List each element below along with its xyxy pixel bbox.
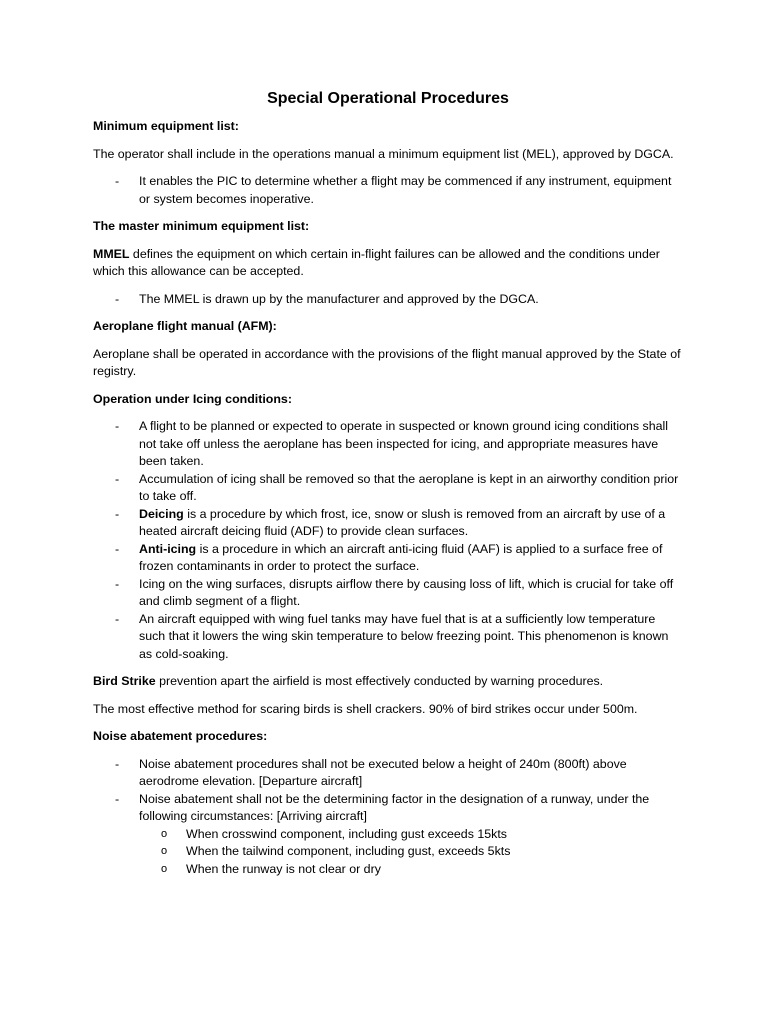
list-item: - An aircraft equipped with wing fuel tanks may have fuel that is at a sufficiently low temperature such that it lowers the wing skin temperature to below freezing point. This phenomenon is known as cold-soaking. — [115, 611, 669, 661]
list-item: - The MMEL is drawn up by the manufacturer and approved by the DGCA. — [93, 291, 683, 309]
list-item: - Noise abatement procedures shall not be executed below a height of 240m (800ft) above aerodrome elevation. [Departure aircraft] — [115, 756, 627, 788]
icing-bullet-list — [93, 418, 683, 663]
circle-marker: o — [161, 827, 168, 840]
section-heading-afm: Aeroplane flight manual (AFM): — [93, 319, 277, 333]
noise-sub-list — [139, 826, 683, 879]
mmel-bullet-list — [93, 291, 683, 309]
noise-bullet-list — [93, 756, 683, 879]
dash-marker: - — [115, 419, 120, 433]
sub-list-item: o When the tailwind component, including gust, exceeds 5kts — [139, 843, 683, 861]
list-item: - Icing on the wing surfaces, disrupts airflow there by causing loss of lift, which is crucial for take off and climb segment of a flight. — [115, 576, 674, 608]
circle-marker: o — [161, 862, 168, 875]
dash-marker: - — [115, 471, 120, 486]
sub-list-item: o When crosswind component, including gust exceeds 15kts — [139, 826, 683, 844]
dash-marker: - — [115, 791, 120, 806]
circle-marker: o — [161, 845, 168, 857]
bird-strike-paragraph: Bird Strike prevention apart the airfield is most effectively conducted by warning procedures. — [93, 674, 604, 688]
section-heading-mmel: The master minimum equipment list: — [93, 219, 310, 233]
dash-marker: - — [115, 576, 120, 591]
list-item: - Accumulation of icing shall be removed so that the aeroplane is kept in an airworthy condition prior to take off. — [115, 471, 679, 503]
dash-marker: - — [115, 611, 120, 626]
list-item: - Deicing is a procedure by which frost, ice, snow or slush is removed from an aircraft by use of a heated aircraft deicing fluid (ADF) to provide clean surfaces. — [115, 506, 666, 538]
sub-list-item: o When the runway is not clear or dry — [139, 861, 683, 879]
mmel-paragraph: MMEL defines the equipment on which certain in-flight failures can be allowed and the conditions under which this allowance can be accepted. — [93, 246, 660, 278]
page-title: Special Operational Procedures — [267, 90, 509, 107]
mel-paragraph: The operator shall include in the operations manual a minimum equipment list (MEL), approved by DGCA. — [93, 146, 674, 161]
dash-marker: - — [115, 174, 120, 188]
document-page — [93, 88, 683, 888]
list-item: - It enables the PIC to determine whether a flight may be commenced if any instrument, equipment or system becomes inoperative. — [115, 174, 672, 206]
dash-marker: - — [115, 506, 120, 521]
section-heading-noise: Noise abatement procedures: — [93, 729, 268, 743]
list-item: - Noise abatement shall not be the determining factor in the designation of a runway, under the following circumstances: [Arriving aircraft] o When crosswind component, including gust exceeds 15kts o When the tailwind component, including gust, exceeds 5kts o When the runway is not clear or dry — [93, 791, 683, 879]
section-heading-icing: Operation under Icing conditions: — [93, 391, 292, 406]
dash-marker: - — [115, 756, 120, 771]
dash-marker: - — [115, 291, 120, 306]
section-heading-mel: Minimum equipment list: — [93, 119, 239, 133]
afm-paragraph: Aeroplane shall be operated in accordance with the provisions of the flight manual approved by the State of registry. — [93, 346, 681, 378]
dash-marker: - — [115, 541, 120, 556]
mel-bullet-list — [93, 173, 683, 208]
list-item: - Anti-icing is a procedure in which an aircraft anti-icing fluid (AAF) is applied to a surface free of frozen contaminants in order to protect the surface. — [115, 541, 663, 573]
bird-scaring-paragraph: The most effective method for scaring birds is shell crackers. 90% of bird strikes occur under 500m. — [93, 701, 638, 716]
list-item: - A flight to be planned or expected to operate in suspected or known ground icing conditions shall not take off unless the aeroplane has been inspected for icing, and appropriate measures have been taken. — [115, 419, 669, 468]
